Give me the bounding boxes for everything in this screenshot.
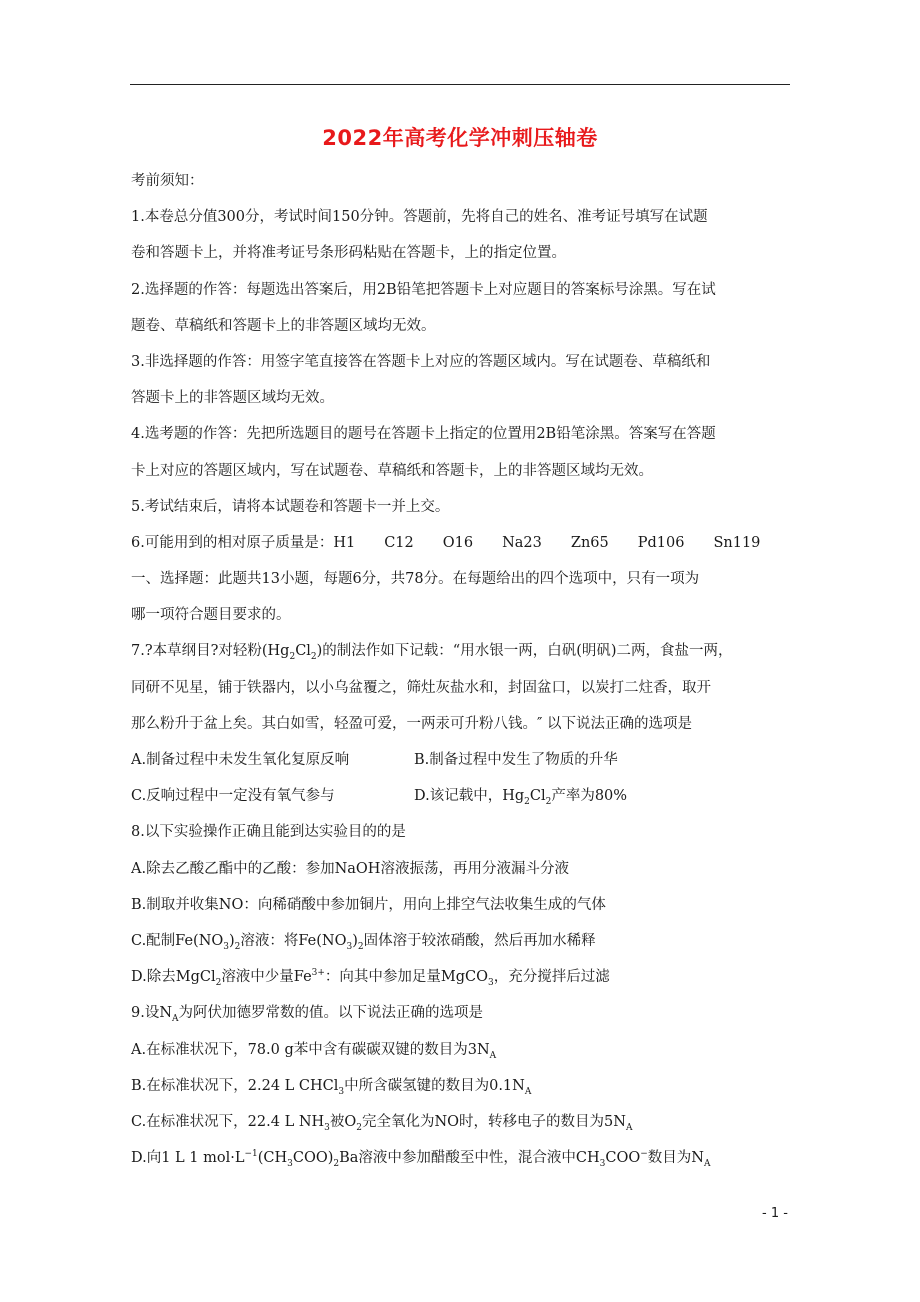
notice-heading: 考前须知： — [131, 173, 204, 189]
q8-option-d: D.除去MgCl$_2$溶液中少量$Fe^{3+}$：向其中参加足量MgCO$_3$，充分搅拌后过滤 — [131, 968, 610, 989]
notice-line: 2.选择题的作答：每题选出答案后，用2B铅笔把答题卡上对应题目的答案标号涂黑。写在试 — [131, 281, 716, 298]
q8-option-b: B.制取并收集NO：向稀硝酸中参加铜片，用向上排空气法收集生成的气体 — [131, 896, 606, 913]
q7-stem-line-1: 7.?本草纲目?对轻粉$(Hg_2Cl_2)$的制法作如下记载：“用水银一两，白矾(明矾)二两，食盐一两， — [131, 643, 733, 663]
notice-line: 3.非选择题的作答：用签字笔直接答在答题卡上对应的答题区域内。写在试题卷、草稿纸和 — [131, 353, 711, 370]
header-rule — [130, 84, 790, 85]
q7-option-a: A.制备过程中未发生氧化复原反响 — [131, 752, 350, 768]
atomic-mass-line: 6.可能用到的相对原子质量是：H1 C12 O16 Na23 Zn65 Pd106 Sn119 — [131, 534, 761, 551]
notice-line: 4.选考题的作答：先把所选题目的题号在答题卡上指定的位置用2B铅笔涂黑。答案写在答题 — [131, 426, 716, 443]
q8-option-a: A.除去乙酸乙酯中的乙酸：参加NaOH溶液振荡，再用分液漏斗分液 — [131, 860, 569, 877]
q9-option-b: B.在标准状况下，2.24 L CHCl$_3$中所含碳氢键的数目为$0.1N_A$ — [131, 1077, 532, 1097]
document-body — [131, 163, 791, 1176]
q9-stem: 9.设$N_A$为阿伏加德罗常数的值。以下说法正确的选项是 — [131, 1005, 484, 1025]
notice-line: 答题卡上的非答题区域均无效。 — [131, 390, 334, 407]
q7-options-ab — [131, 742, 791, 778]
notice-line: 题卷、草稿纸和答题卡上的非答题区域均无效。 — [131, 317, 436, 334]
q9-option-d: D.向1 L 1 $mol\cdot L^{-1}(CH_3COO)_2Ba$溶液中参加醋酸至中性，混合液中$CH_3COO^-$数目为$N_A$ — [131, 1149, 711, 1169]
notice-line: 卡上对应的答题区域内，写在试题卷、草稿纸和答题卡，上的非答题区域均无效。 — [131, 462, 653, 479]
notice-line: 卷和答题卡上，并将准考证号条形码粘贴在答题卡，上的指定位置。 — [131, 245, 566, 262]
q9-option-a: A.在标准状况下，78.0 g苯中含有碳碳双键的数目为$3N_A$ — [131, 1041, 497, 1061]
notice-line: 5.考试结束后，请将本试题卷和答题卡一并上交。 — [131, 498, 450, 515]
section-heading: 一、选择题：此题共13小题，每题6分，共78分。在每题给出的四个选项中，只有一项为 — [131, 571, 700, 588]
section-heading-cont: 哪一项符合题目要求的。 — [131, 607, 291, 624]
q7-option-b: B.制备过程中发生了物质的升华 — [414, 752, 618, 768]
q7-option-c: C.反响过程中一定没有氧气参与 — [131, 788, 335, 805]
q8-option-c: C.配制$Fe(NO_3)_2$溶液：将$Fe(NO_3)_2$固体溶于较浓硝酸，然后再加水稀释 — [131, 932, 596, 952]
page-title: 2022年高考化学冲刺压轴卷 — [322, 126, 598, 150]
notice-line: 1.本卷总分值300分，考试时间150分钟。答题前，先将自己的姓名、准考证号填写在试题 — [131, 209, 708, 226]
q7-options-cd — [131, 778, 791, 814]
q9-option-c: C.在标准状况下，22.4 L $NH_3$被$O_2$完全氧化为NO时，转移电子的数目为$5N_A$ — [131, 1113, 633, 1133]
q7-stem-line-3: 那么粉升于盆上矣。其白如雪，轻盈可爱，一两汞可升粉八钱。″ 以下说法正确的选项是 — [131, 715, 693, 732]
page-number: - 1 - — [762, 1206, 788, 1221]
q8-stem: 8.以下实验操作正确且能到达实验目的的是 — [131, 824, 406, 841]
q7-stem-line-2: 同研不见星，铺于铁器内，以小乌盆覆之，筛灶灰盐水和，封固盆口，以炭打二炷香，取开 — [131, 679, 711, 696]
q7-option-d: D.该记载中，$Hg_2Cl_2$产率为80% — [414, 788, 628, 808]
